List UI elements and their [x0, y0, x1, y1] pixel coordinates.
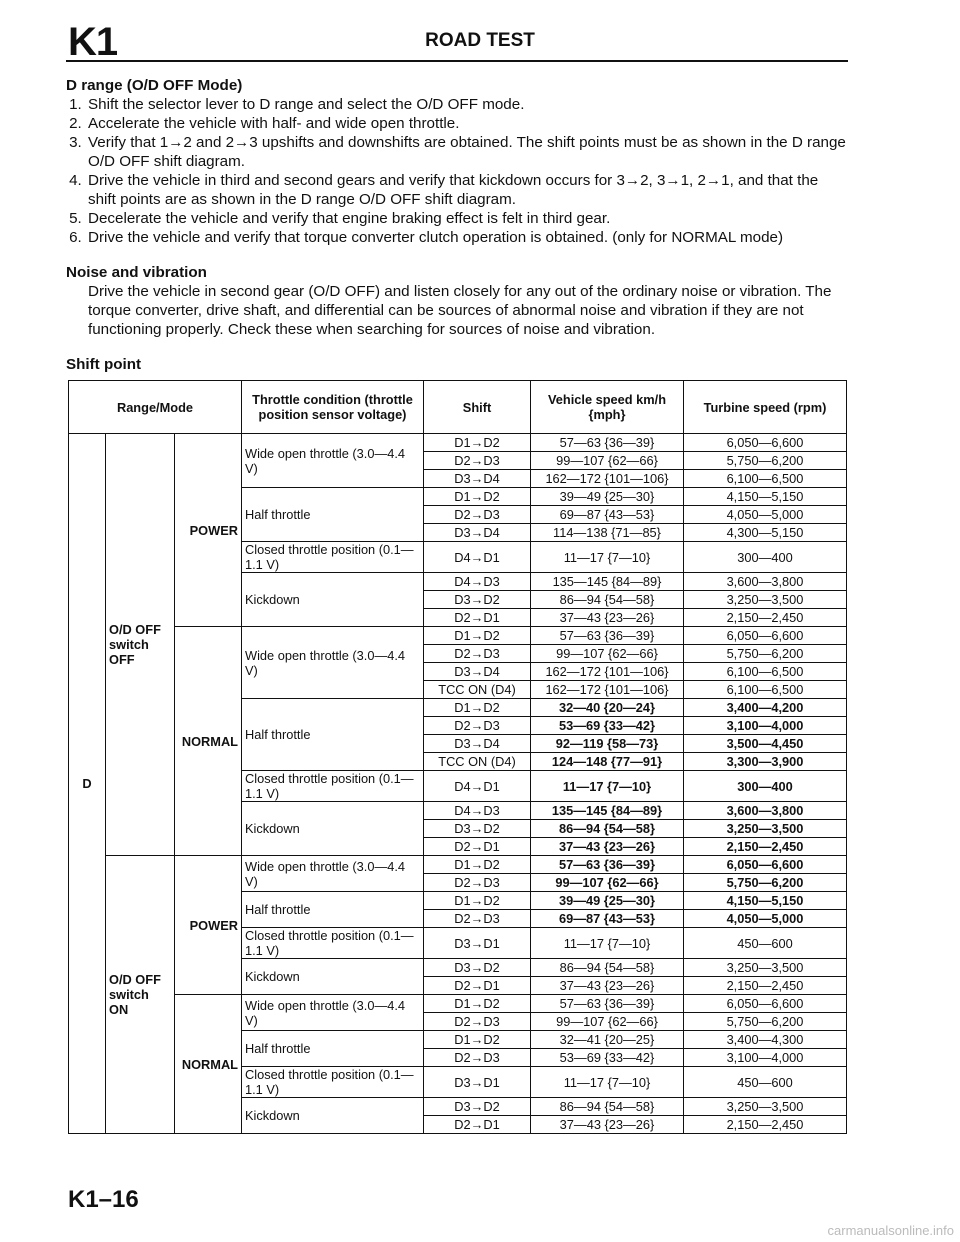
shift-cell: D3→D4	[424, 663, 531, 681]
throttle-cell: Closed throttle position (0.1—1.1 V)	[242, 928, 424, 959]
shift-cell: D2→D3	[424, 452, 531, 470]
speed-cell: 57—63 {36—39}	[531, 995, 684, 1013]
shift-cell: D1→D2	[424, 699, 531, 717]
speed-cell: 11—17 {7—10}	[531, 1067, 684, 1098]
turbine-cell: 450—600	[684, 928, 847, 959]
throttle-cell: Wide open throttle (3.0—4.4 V)	[242, 856, 424, 892]
speed-cell: 57—63 {36—39}	[531, 627, 684, 645]
speed-cell: 86—94 {54—58}	[531, 1098, 684, 1116]
throttle-cell: Half throttle	[242, 892, 424, 928]
shift-cell: D1→D2	[424, 995, 531, 1013]
throttle-cell: Kickdown	[242, 802, 424, 856]
turbine-cell: 3,100—4,000	[684, 1049, 847, 1067]
turbine-cell: 3,250—3,500	[684, 820, 847, 838]
turbine-cell: 5,750—6,200	[684, 452, 847, 470]
turbine-cell: 3,100—4,000	[684, 717, 847, 735]
shift-cell: D4→D3	[424, 802, 531, 820]
header-rule	[66, 60, 848, 62]
shift-cell: D2→D1	[424, 609, 531, 627]
col-shift: Shift	[424, 381, 531, 434]
table-row	[69, 856, 847, 874]
turbine-cell: 3,300—3,900	[684, 753, 847, 771]
turbine-cell: 3,500—4,450	[684, 735, 847, 753]
noise-text: Drive the vehicle in second gear (O/D OFF) and listen closely for any out of the ordinary noise or vibration. The torque converter, drive shaft, and differential can be sources of abnormal noise and vibration if they are not functioning properly. Check these when searching for sources of noise and vibration.	[88, 283, 832, 338]
step-3: 3. Verify that 1→2 and 2→3 upshifts and downshifts are obtained. The shift points must be as shown in the D range O/D OFF shift diagram.	[86, 133, 848, 171]
mode-cell: POWER	[175, 856, 242, 995]
shift-cell: D1→D2	[424, 892, 531, 910]
turbine-cell: 2,150—2,450	[684, 838, 847, 856]
turbine-cell: 5,750—6,200	[684, 645, 847, 663]
throttle-cell: Kickdown	[242, 959, 424, 995]
shift-cell: TCC ON (D4)	[424, 753, 531, 771]
speed-cell: 32—40 {20—24}	[531, 699, 684, 717]
shift-cell: D1→D2	[424, 1031, 531, 1049]
col-turbine: Turbine speed (rpm)	[684, 381, 847, 434]
turbine-cell: 6,050—6,600	[684, 627, 847, 645]
turbine-cell: 6,100—6,500	[684, 663, 847, 681]
turbine-cell: 4,050—5,000	[684, 910, 847, 928]
shift-cell: TCC ON (D4)	[424, 681, 531, 699]
shift-cell: D2→D3	[424, 874, 531, 892]
shift-cell: D2→D3	[424, 506, 531, 524]
shift-cell: D2→D3	[424, 1049, 531, 1067]
content	[66, 76, 848, 374]
speed-cell: 39—49 {25—30}	[531, 488, 684, 506]
shift-cell: D4→D1	[424, 542, 531, 573]
col-throttle: Throttle condition (throttle position sensor voltage)	[242, 381, 424, 434]
turbine-cell: 300—400	[684, 542, 847, 573]
shift-cell: D2→D3	[424, 645, 531, 663]
speed-cell: 11—17 {7—10}	[531, 771, 684, 802]
table-row	[69, 995, 847, 1013]
noise-heading: Noise and vibration	[66, 264, 207, 281]
turbine-cell: 3,600—3,800	[684, 573, 847, 591]
speed-cell: 86—94 {54—58}	[531, 959, 684, 977]
speed-cell: 53—69 {33—42}	[531, 717, 684, 735]
mode-cell: POWER	[175, 434, 242, 627]
turbine-cell: 6,100—6,500	[684, 470, 847, 488]
shift-cell: D4→D1	[424, 771, 531, 802]
shift-cell: D2→D3	[424, 910, 531, 928]
speed-cell: 37—43 {23—26}	[531, 977, 684, 995]
col-range-mode: Range/Mode	[69, 381, 242, 434]
table-row	[69, 434, 847, 452]
speed-cell: 162—172 {101—106}	[531, 470, 684, 488]
turbine-cell: 3,250—3,500	[684, 591, 847, 609]
shift-point-heading: Shift point	[66, 356, 142, 373]
step-2: 2. Accelerate the vehicle with half- and wide open throttle.	[86, 114, 848, 133]
speed-cell: 99—107 {62—66}	[531, 1013, 684, 1031]
shift-cell: D4→D3	[424, 573, 531, 591]
turbine-cell: 6,050—6,600	[684, 856, 847, 874]
throttle-cell: Kickdown	[242, 1098, 424, 1134]
speed-cell: 37—43 {23—26}	[531, 609, 684, 627]
turbine-cell: 3,400—4,200	[684, 699, 847, 717]
section-code: K1	[68, 20, 118, 64]
speed-cell: 37—43 {23—26}	[531, 838, 684, 856]
turbine-cell: 3,400—4,300	[684, 1031, 847, 1049]
switch-cell: O/D OFF switch OFF	[106, 434, 175, 856]
speed-cell: 37—43 {23—26}	[531, 1116, 684, 1134]
turbine-cell: 6,100—6,500	[684, 681, 847, 699]
table-row	[69, 627, 847, 645]
speed-cell: 32—41 {20—25}	[531, 1031, 684, 1049]
turbine-cell: 2,150—2,450	[684, 1116, 847, 1134]
d-range-steps	[66, 95, 848, 247]
throttle-cell: Wide open throttle (3.0—4.4 V)	[242, 434, 424, 488]
step-1: 1. Shift the selector lever to D range and select the O/D OFF mode.	[86, 95, 848, 114]
table-header-row	[69, 381, 847, 434]
speed-cell: 11—17 {7—10}	[531, 928, 684, 959]
speed-cell: 124—148 {77—91}	[531, 753, 684, 771]
watermark: carmanualsonline.info	[827, 1223, 954, 1238]
turbine-cell: 4,150—5,150	[684, 892, 847, 910]
throttle-cell: Closed throttle position (0.1—1.1 V)	[242, 1067, 424, 1098]
turbine-cell: 2,150—2,450	[684, 609, 847, 627]
throttle-cell: Closed throttle position (0.1—1.1 V)	[242, 542, 424, 573]
turbine-cell: 4,050—5,000	[684, 506, 847, 524]
shift-point-table	[68, 380, 847, 1134]
speed-cell: 114—138 {71—85}	[531, 524, 684, 542]
turbine-cell: 4,150—5,150	[684, 488, 847, 506]
turbine-cell: 3,600—3,800	[684, 802, 847, 820]
speed-cell: 92—119 {58—73}	[531, 735, 684, 753]
speed-cell: 53—69 {33—42}	[531, 1049, 684, 1067]
turbine-cell: 6,050—6,600	[684, 995, 847, 1013]
shift-cell: D1→D2	[424, 434, 531, 452]
table-body	[69, 434, 847, 1134]
speed-cell: 86—94 {54—58}	[531, 820, 684, 838]
shift-cell: D2→D1	[424, 1116, 531, 1134]
shift-cell: D2→D3	[424, 717, 531, 735]
speed-cell: 99—107 {62—66}	[531, 874, 684, 892]
step-4: 4. Drive the vehicle in third and second gears and verify that kickdown occurs for 3→2, 3→1, 2→1, and that the shift points are as shown in the D range O/D OFF shift diagram.	[86, 171, 848, 209]
throttle-cell: Half throttle	[242, 488, 424, 542]
throttle-cell: Wide open throttle (3.0—4.4 V)	[242, 995, 424, 1031]
range-cell: D	[69, 434, 106, 1134]
step-6: 6. Drive the vehicle and verify that torque converter clutch operation is obtained. (only for NORMAL mode)	[86, 228, 848, 247]
shift-cell: D3→D2	[424, 959, 531, 977]
shift-cell: D3→D2	[424, 591, 531, 609]
shift-cell: D3→D4	[424, 735, 531, 753]
d-range-heading: D range (O/D OFF Mode)	[66, 77, 243, 94]
throttle-cell: Wide open throttle (3.0—4.4 V)	[242, 627, 424, 699]
shift-cell: D2→D3	[424, 1013, 531, 1031]
page-number: K1–16	[68, 1186, 139, 1213]
turbine-cell: 4,300—5,150	[684, 524, 847, 542]
speed-cell: 57—63 {36—39}	[531, 856, 684, 874]
turbine-cell: 3,250—3,500	[684, 1098, 847, 1116]
turbine-cell: 3,250—3,500	[684, 959, 847, 977]
speed-cell: 99—107 {62—66}	[531, 452, 684, 470]
shift-cell: D3→D2	[424, 820, 531, 838]
turbine-cell: 5,750—6,200	[684, 874, 847, 892]
shift-cell: D1→D2	[424, 627, 531, 645]
turbine-cell: 6,050—6,600	[684, 434, 847, 452]
turbine-cell: 450—600	[684, 1067, 847, 1098]
shift-cell: D1→D2	[424, 856, 531, 874]
shift-cell: D1→D2	[424, 488, 531, 506]
turbine-cell: 2,150—2,450	[684, 977, 847, 995]
mode-cell: NORMAL	[175, 995, 242, 1134]
switch-cell: O/D OFF switch ON	[106, 856, 175, 1134]
shift-cell: D3→D2	[424, 1098, 531, 1116]
speed-cell: 135—145 {84—89}	[531, 802, 684, 820]
shift-cell: D3→D4	[424, 524, 531, 542]
shift-cell: D3→D4	[424, 470, 531, 488]
shift-cell: D3→D1	[424, 1067, 531, 1098]
speed-cell: 69—87 {43—53}	[531, 506, 684, 524]
shift-cell: D3→D1	[424, 928, 531, 959]
col-speed: Vehicle speed km/h {mph}	[531, 381, 684, 434]
shift-cell: D2→D1	[424, 977, 531, 995]
speed-cell: 11—17 {7—10}	[531, 542, 684, 573]
speed-cell: 57—63 {36—39}	[531, 434, 684, 452]
throttle-cell: Half throttle	[242, 1031, 424, 1067]
shift-cell: D2→D1	[424, 838, 531, 856]
speed-cell: 39—49 {25—30}	[531, 892, 684, 910]
throttle-cell: Half throttle	[242, 699, 424, 771]
turbine-cell: 5,750—6,200	[684, 1013, 847, 1031]
throttle-cell: Closed throttle position (0.1—1.1 V)	[242, 771, 424, 802]
step-5: 5. Decelerate the vehicle and verify that engine braking effect is felt in third gear.	[86, 209, 848, 228]
speed-cell: 99—107 {62—66}	[531, 645, 684, 663]
speed-cell: 162—172 {101—106}	[531, 663, 684, 681]
mode-cell: NORMAL	[175, 627, 242, 856]
turbine-cell: 300—400	[684, 771, 847, 802]
throttle-cell: Kickdown	[242, 573, 424, 627]
speed-cell: 86—94 {54—58}	[531, 591, 684, 609]
speed-cell: 69—87 {43—53}	[531, 910, 684, 928]
speed-cell: 162—172 {101—106}	[531, 681, 684, 699]
page-title: ROAD TEST	[425, 30, 535, 51]
speed-cell: 135—145 {84—89}	[531, 573, 684, 591]
